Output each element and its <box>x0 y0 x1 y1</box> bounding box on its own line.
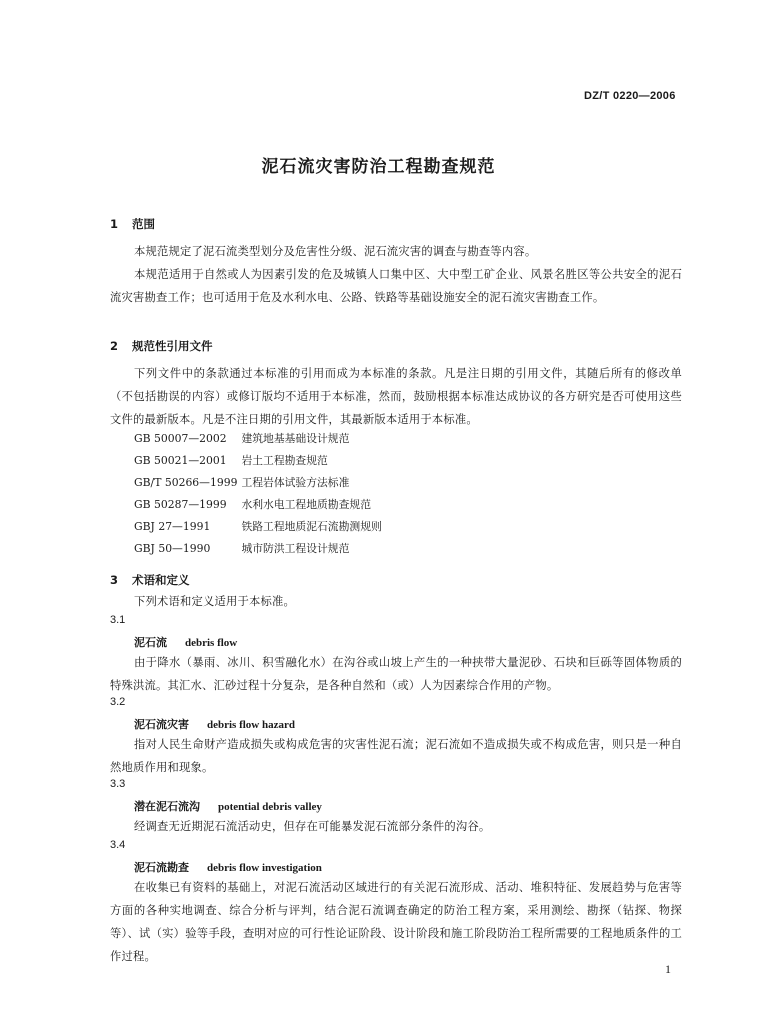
section-2-heading <box>110 338 213 354</box>
reference-title: 工程岩体试验方法标准 <box>241 476 350 489</box>
term-zh: 潜在泥石流沟 <box>134 800 200 813</box>
term-zh: 泥石流 <box>134 636 167 649</box>
section-number: 3 <box>110 573 119 587</box>
section-title: 范围 <box>132 217 156 231</box>
paragraph: 本规范适用于自然或人为因素引发的危及城镇人口集中区、大中型工矿企业、风景名胜区等公共安全的泥石流灾害勘查工作；也可适用于危及水利水电、公路、铁路等基础设施安全的泥石流灾害勘查工作。 <box>110 268 682 304</box>
paragraph: 下列文件中的条款通过本标准的引用而成为本标准的条款。凡是注日期的引用文件，其随后所有的修改单（不包括勘误的内容）或修订版均不适用于本标准，然而，鼓励根据本标准达成协议的各方研究是否可使用这些文件的最新版本。凡是不注日期的引用文件，其最新版本适用于本标准。 <box>110 367 682 426</box>
section-title: 规范性引用文件 <box>132 339 213 353</box>
term-zh: 泥石流勘查 <box>134 861 189 874</box>
term-zh: 泥石流灾害 <box>134 718 189 731</box>
term-definition: 由于降水（暴雨、冰川、积雪融化水）在沟谷或山坡上产生的一种挟带大量泥砂、石块和巨砾等固体物质的特殊洪流。其汇水、汇砂过程十分复杂，是各种自然和（或）人为因素综合作用的产物。 <box>110 656 682 692</box>
term-definition: 经调查无近期泥石流活动史，但存在可能暴发泥石流部分条件的沟谷。 <box>134 820 491 833</box>
term-name <box>134 798 322 814</box>
section-number: 2 <box>110 339 119 353</box>
term-name <box>134 859 322 875</box>
term-number: 3.4 <box>110 839 126 851</box>
paragraph: 本规范规定了泥石流类型划分及危害性分级、泥石流灾害的调查与勘查等内容。 <box>134 245 537 258</box>
term-definition: 在收集已有资料的基础上，对泥石流活动区域进行的有关泥石流形成、活动、堆积特征、发展趋势与危害等方面的各种实地调查、综合分析与评判，结合泥石流调查确定的防治工程方案，采用测绘、勘探（钻探、物探等）、试（实）验等手段，查明对应的可行性论证阶段、设计阶段和施工阶段防治工程所需要的工程地质条件的工作过程。 <box>110 881 682 963</box>
reference-code: GB 50007—2002 <box>134 432 227 445</box>
reference-title: 水利水电工程地质勘查规范 <box>241 498 371 511</box>
page-number: 1 <box>665 962 671 976</box>
reference-item <box>134 497 371 512</box>
reference-title: 城市防洪工程设计规范 <box>241 542 350 555</box>
term-en: potential debris valley <box>218 801 322 813</box>
reference-code: GB/T 50266—1999 <box>134 476 238 489</box>
term-definition: 指对人民生命财产造成损失或构成危害的灾害性泥石流；泥石流如不造成损失或不构成危害，则只是一种自然地质作用和现象。 <box>110 738 682 774</box>
term-en: debris flow <box>185 637 238 649</box>
reference-code: GB 50021—2001 <box>134 454 227 467</box>
standard-code: DZ/T 0220—2006 <box>584 90 676 102</box>
reference-item <box>134 431 349 446</box>
term-en: debris flow hazard <box>207 719 295 731</box>
reference-title: 建筑地基基础设计规范 <box>241 432 350 445</box>
term-number: 3.3 <box>110 778 126 790</box>
reference-title: 铁路工程地质泥石流勘测规则 <box>241 520 382 533</box>
reference-item <box>134 519 382 534</box>
reference-item <box>134 475 349 490</box>
reference-title: 岩土工程勘查规范 <box>241 454 328 467</box>
section-1-heading <box>110 216 155 232</box>
document-title: 泥石流灾害防治工程勘查规范 <box>261 157 496 177</box>
reference-code: GBJ 27—1991 <box>134 520 211 533</box>
reference-item <box>134 453 328 468</box>
section-3-heading <box>110 572 190 588</box>
term-number: 3.2 <box>110 696 126 708</box>
term-name <box>134 716 295 732</box>
term-name <box>134 634 237 650</box>
reference-code: GB 50287—1999 <box>134 498 227 511</box>
reference-item <box>134 541 349 556</box>
section-title: 术语和定义 <box>132 573 190 587</box>
reference-code: GBJ 50—1990 <box>134 542 211 555</box>
term-number: 3.1 <box>110 614 126 626</box>
section-intro: 下列术语和定义适用于本标准。 <box>134 595 295 608</box>
term-en: debris flow investigation <box>207 862 322 874</box>
section-number: 1 <box>110 217 119 231</box>
